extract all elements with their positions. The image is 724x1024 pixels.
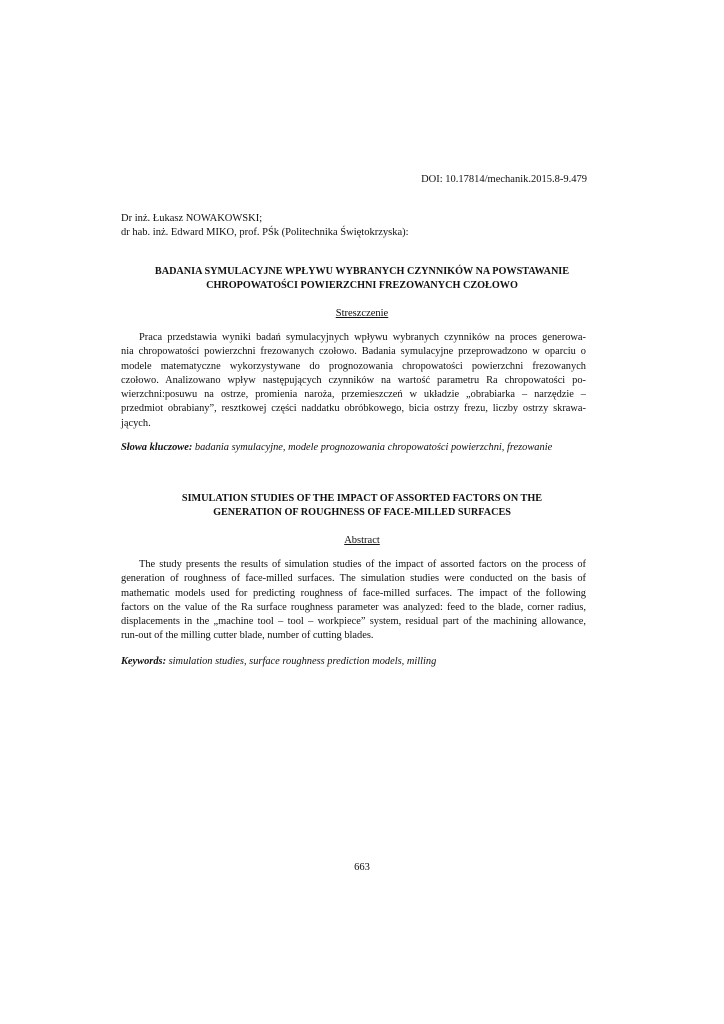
english-keywords	[121, 655, 603, 669]
authors	[121, 212, 601, 239]
abstract-line: displacements in the „machine tool – tool – workpiece” system, residual part of the machining allowance,	[121, 616, 586, 628]
polish-abstract	[121, 331, 586, 431]
title-line: BADANIA SYMULACYJNE WPŁYWU WYBRANYCH CZYNNIKÓW NA POWSTAWANIE	[154, 266, 570, 277]
english-title	[121, 492, 603, 519]
abstract-line: wierzchni:posuwu na ostrze, promienia naroża, przemieszczeń w układzie „obrabiarka – narzędzie –	[121, 389, 586, 401]
keywords-label: Keywords:	[121, 656, 167, 667]
abstract-line: jących.	[121, 417, 151, 429]
polish-title	[121, 265, 603, 292]
abstract-line: The study presents the results of simulation studies of the impact of assorted factors on the process of	[139, 559, 586, 570]
title-line: CHROPOWATOŚCI POWIERZCHNI FREZOWANYCH CZOŁOWO	[206, 279, 518, 291]
author-line: dr hab. inż. Edward MIKO, prof. PŚk (Politechnika Świętokrzyska):	[121, 226, 409, 238]
keywords-text: simulation studies, surface roughness prediction models, milling	[166, 656, 437, 667]
english-abstract-heading: Abstract	[344, 535, 380, 546]
abstract-line: Praca przedstawia wyniki badań symulacyjnych wpływu wybranych czynników na proces generowa-	[139, 332, 586, 343]
polish-abstract-heading: Streszczenie	[335, 308, 389, 319]
title-line: GENERATION OF ROUGHNESS OF FACE-MILLED SURFACES	[213, 506, 511, 518]
abstract-line: czołowo. Analizowano wpływ następujących czynników na wartość parametru Ra chropowatości po-	[121, 374, 586, 386]
abstract-line: nia chropowatości powierzchni frezowanych czołowo. Badania symulacyjne przeprowadzono w oparciu o	[121, 346, 586, 358]
abstract-line: mathematic models used for predicting roughness of face-milled surfaces. The impact of the following	[121, 587, 586, 599]
abstract-line: factors on the value of the Ra surface roughness parameter was analyzed: feed to the blade, corner radius,	[121, 601, 586, 613]
keywords-label: Słowa kluczowe:	[121, 442, 193, 453]
author-line: Dr inż. Łukasz NOWAKOWSKI;	[121, 213, 263, 224]
english-abstract	[121, 558, 586, 644]
abstract-line: przedmiot obrabiany”, resztkowej części naddatku obróbkowego, bicia ostrzy frezu, liczby ostrzy skrawa-	[121, 403, 586, 415]
abstract-line: run-out of the milling cutter blade, number of cutting blades.	[121, 630, 374, 642]
doi: DOI: 10.17814/mechanik.2015.8-9.479	[421, 174, 587, 185]
polish-keywords	[121, 441, 603, 455]
abstract-line: modele matematyczne wykorzystywane do prognozowania chropowatości powierzchni frezowanych	[121, 360, 586, 372]
abstract-line: generation of roughness of face-milled surfaces. The simulation studies were conducted on the basis of	[121, 573, 586, 585]
keywords-text: badania symulacyjne, modele prognozowania chropowatości powierzchni, frezowanie	[192, 442, 553, 453]
page-number: 663	[354, 862, 370, 873]
title-line: SIMULATION STUDIES OF THE IMPACT OF ASSORTED FACTORS ON THE	[181, 493, 543, 504]
